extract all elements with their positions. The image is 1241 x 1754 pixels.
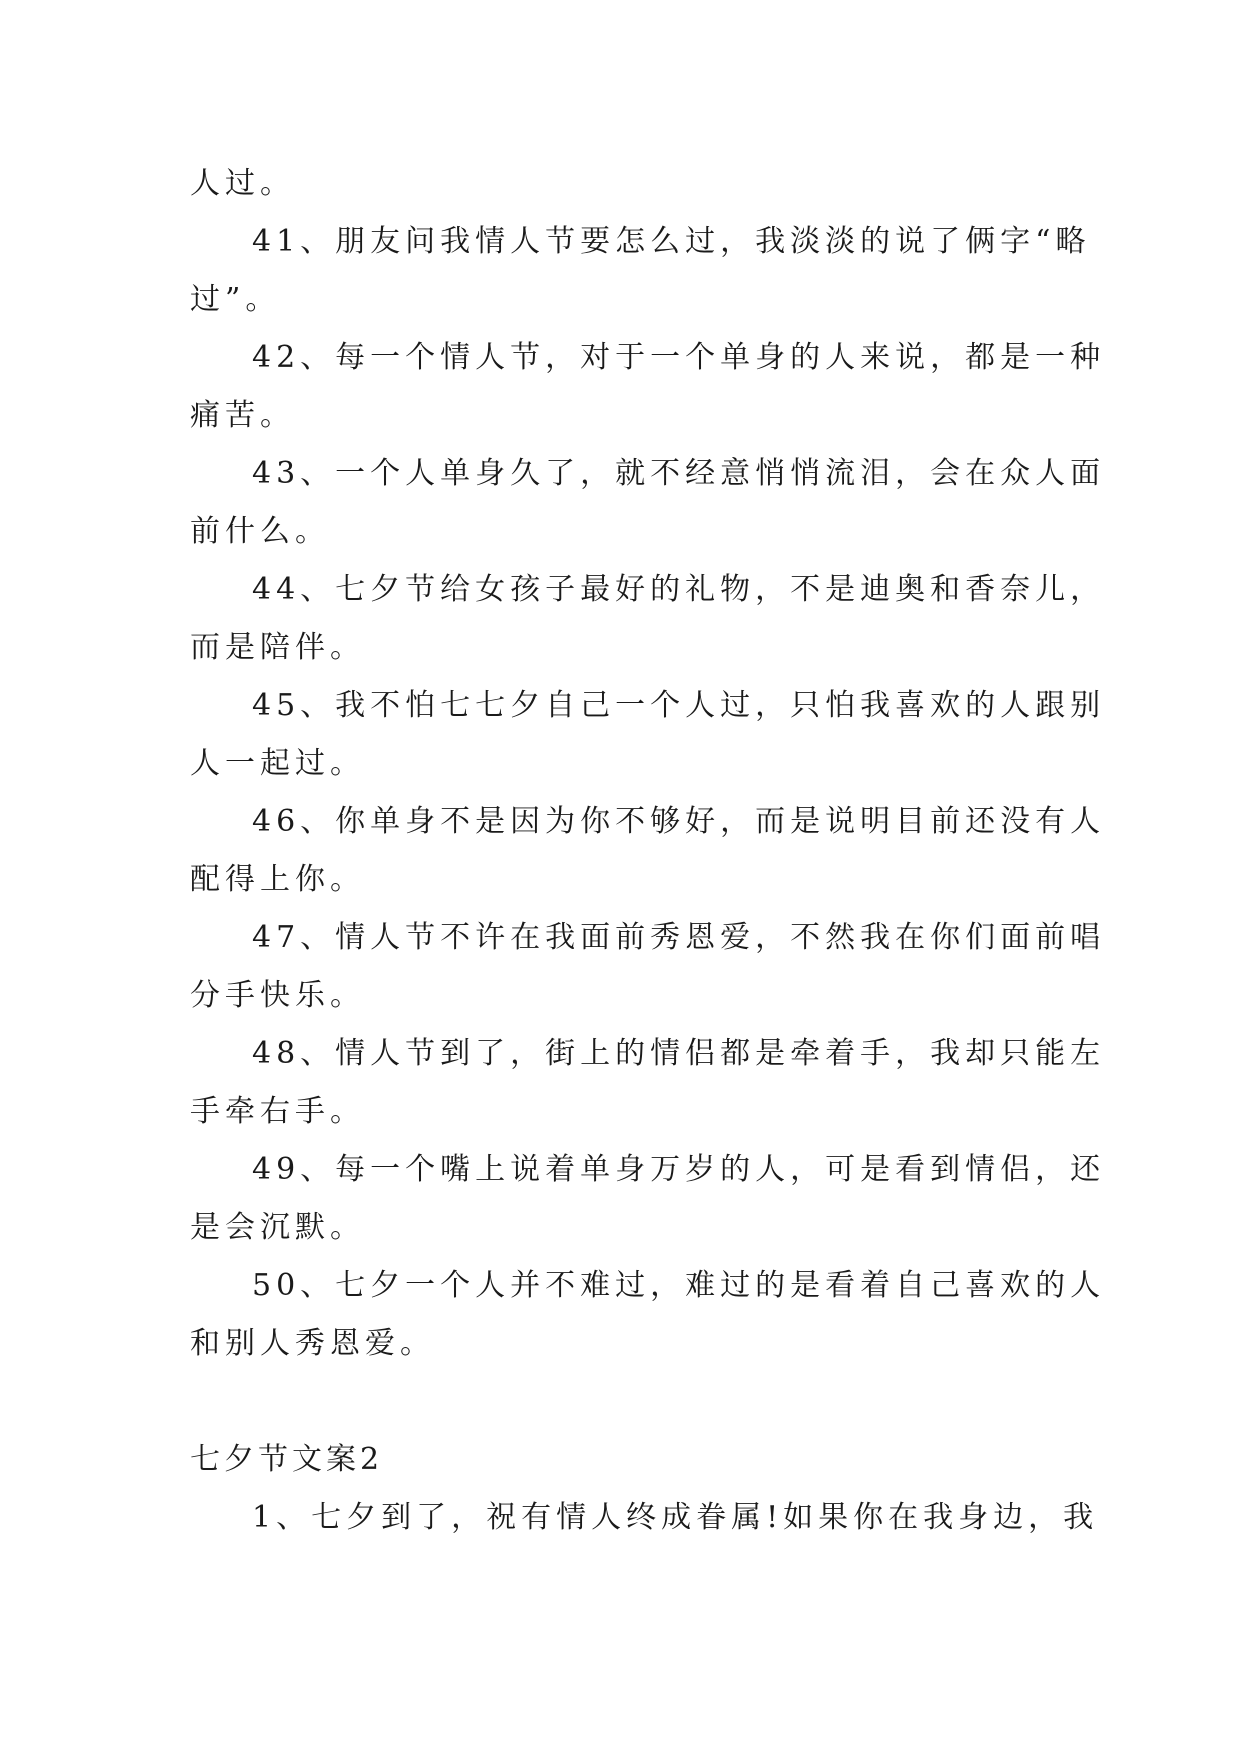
list-item-45-line-1: 45、我不怕七七夕自己一个人过，只怕我喜欢的人跟别: [252, 688, 1106, 723]
list-item-42-line-1: 42、每一个情人节，对于一个单身的人来说，都是一种: [252, 340, 1106, 375]
list-item-44-line-1: 44、七夕节给女孩子最好的礼物，不是迪奥和香奈儿，: [252, 572, 1106, 607]
list-item-48-line-1: 48、情人节到了，街上的情侣都是牵着手，我却只能左: [252, 1036, 1106, 1071]
section-heading: 七夕节文案2: [190, 1442, 384, 1477]
text-line: 人过。: [190, 166, 295, 201]
list-item-48-line-2: 手牵右手。: [190, 1094, 365, 1129]
list-item-50-line-2: 和别人秀恩爱。: [190, 1326, 435, 1361]
list-item-47-line-2: 分手快乐。: [190, 978, 365, 1013]
list-item-50-line-1: 50、七夕一个人并不难过，难过的是看着自己喜欢的人: [252, 1268, 1106, 1303]
list-item-45-line-2: 人一起过。: [190, 746, 365, 781]
list-item-42-line-2: 痛苦。: [190, 398, 295, 433]
list-item-44-line-2: 而是陪伴。: [190, 630, 365, 665]
list-item-47-line-1: 47、情人节不许在我面前秀恩爱，不然我在你们面前唱: [252, 920, 1106, 955]
list-item-49-line-1: 49、每一个嘴上说着单身万岁的人，可是看到情侣，还: [252, 1152, 1106, 1187]
list-item-1-line-1: 1、七夕到了，祝有情人终成眷属!如果你在我身边，我: [252, 1500, 1099, 1535]
list-item-46-line-2: 配得上你。: [190, 862, 365, 897]
list-item-49-line-2: 是会沉默。: [190, 1210, 365, 1245]
list-item-41-line-1: 41、朋友问我情人节要怎么过，我淡淡的说了俩字“略: [252, 224, 1091, 259]
list-item-41-line-2: 过”。: [190, 282, 281, 317]
list-item-43-line-1: 43、一个人单身久了，就不经意悄悄流泪，会在众人面: [252, 456, 1106, 491]
list-item-43-line-2: 前什么。: [190, 514, 330, 549]
list-item-46-line-1: 46、你单身不是因为你不够好，而是说明目前还没有人: [252, 804, 1106, 839]
